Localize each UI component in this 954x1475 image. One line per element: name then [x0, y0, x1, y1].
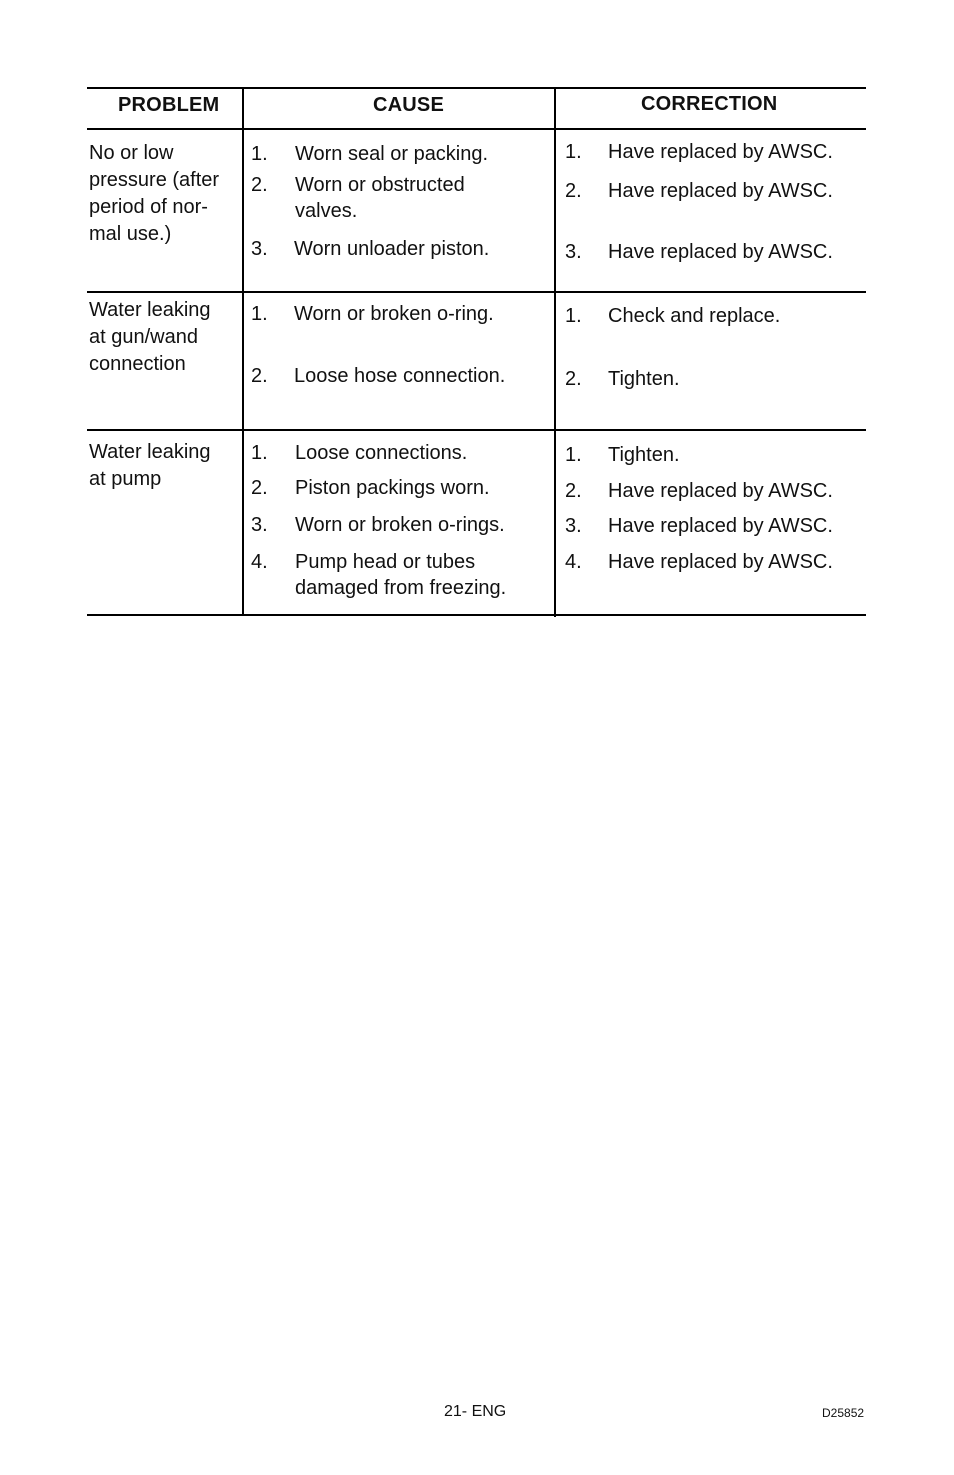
- problem-cell-1: [89, 140, 239, 248]
- page-number: 21- ENG: [444, 1403, 507, 1420]
- correction-number: 1.: [565, 444, 582, 466]
- column-divider-1: [242, 87, 244, 616]
- correction-text: Tighten.: [608, 368, 680, 390]
- problem-cell-3: [89, 439, 239, 493]
- row2-bottom-rule: [87, 429, 866, 431]
- cause-item: [251, 172, 551, 224]
- correction-number: 1.: [565, 141, 582, 163]
- header-correction: CORRECTION: [641, 93, 778, 115]
- header-bottom-rule: [87, 128, 866, 130]
- cause-number: 4.: [251, 551, 268, 573]
- header-problem: PROBLEM: [118, 94, 220, 116]
- cause-text: valves.: [295, 200, 358, 222]
- problem-cell-2: [89, 297, 239, 378]
- problem-line: connection: [89, 353, 186, 375]
- cause-text: Loose connections.: [295, 442, 468, 464]
- correction-text: Tighten.: [608, 444, 680, 466]
- problem-line: at pump: [89, 468, 162, 490]
- problem-line: mal use.): [89, 223, 172, 245]
- cause-text: Worn or obstructed: [295, 174, 465, 196]
- correction-text: Have replaced by AWSC.: [608, 515, 833, 537]
- cause-number: 2.: [251, 477, 268, 499]
- problem-line: No or low: [89, 142, 174, 164]
- table-top-rule: [87, 87, 866, 89]
- correction-number: 2.: [565, 180, 582, 202]
- correction-number: 1.: [565, 305, 582, 327]
- row1-bottom-rule: [87, 291, 866, 293]
- correction-text: Have replaced by AWSC.: [608, 241, 833, 263]
- problem-line: Water leaking: [89, 299, 211, 321]
- correction-text: Have replaced by AWSC.: [608, 180, 833, 202]
- header-cause: CAUSE: [373, 94, 445, 116]
- correction-number: 3.: [565, 241, 582, 263]
- problem-line: period of nor-: [89, 196, 208, 218]
- cause-number: 2.: [251, 174, 268, 196]
- cause-text: Piston packings worn.: [295, 477, 490, 499]
- cause-item: [251, 549, 551, 601]
- correction-text: Have replaced by AWSC.: [608, 480, 833, 502]
- correction-number: 3.: [565, 515, 582, 537]
- correction-number: 4.: [565, 551, 582, 573]
- table-bottom-rule: [87, 614, 866, 616]
- cause-text: Worn or broken o-rings.: [295, 514, 505, 536]
- cause-number: 2.: [251, 365, 268, 387]
- document-code: D25852: [822, 1406, 865, 1420]
- cause-text: damaged from freezing.: [295, 577, 507, 599]
- problem-line: at gun/wand: [89, 326, 198, 348]
- cause-number: 3.: [251, 238, 268, 260]
- problem-line: Water leaking: [89, 441, 211, 463]
- cause-number: 3.: [251, 514, 268, 536]
- cause-number: 1.: [251, 303, 268, 325]
- correction-number: 2.: [565, 368, 582, 390]
- correction-text: Check and replace.: [608, 305, 781, 327]
- cause-text: Worn or broken o-ring.: [294, 303, 494, 325]
- cause-text: Worn unloader piston.: [294, 238, 490, 260]
- problem-line: pressure (after: [89, 169, 220, 191]
- cause-text: Worn seal or packing.: [295, 143, 489, 165]
- correction-text: Have replaced by AWSC.: [608, 551, 833, 573]
- cause-number: 1.: [251, 143, 268, 165]
- cause-text: Loose hose connection.: [294, 365, 506, 387]
- cause-number: 1.: [251, 442, 268, 464]
- column-divider-2: [554, 87, 556, 617]
- correction-number: 2.: [565, 480, 582, 502]
- cause-text: Pump head or tubes: [295, 551, 476, 573]
- correction-text: Have replaced by AWSC.: [608, 141, 833, 163]
